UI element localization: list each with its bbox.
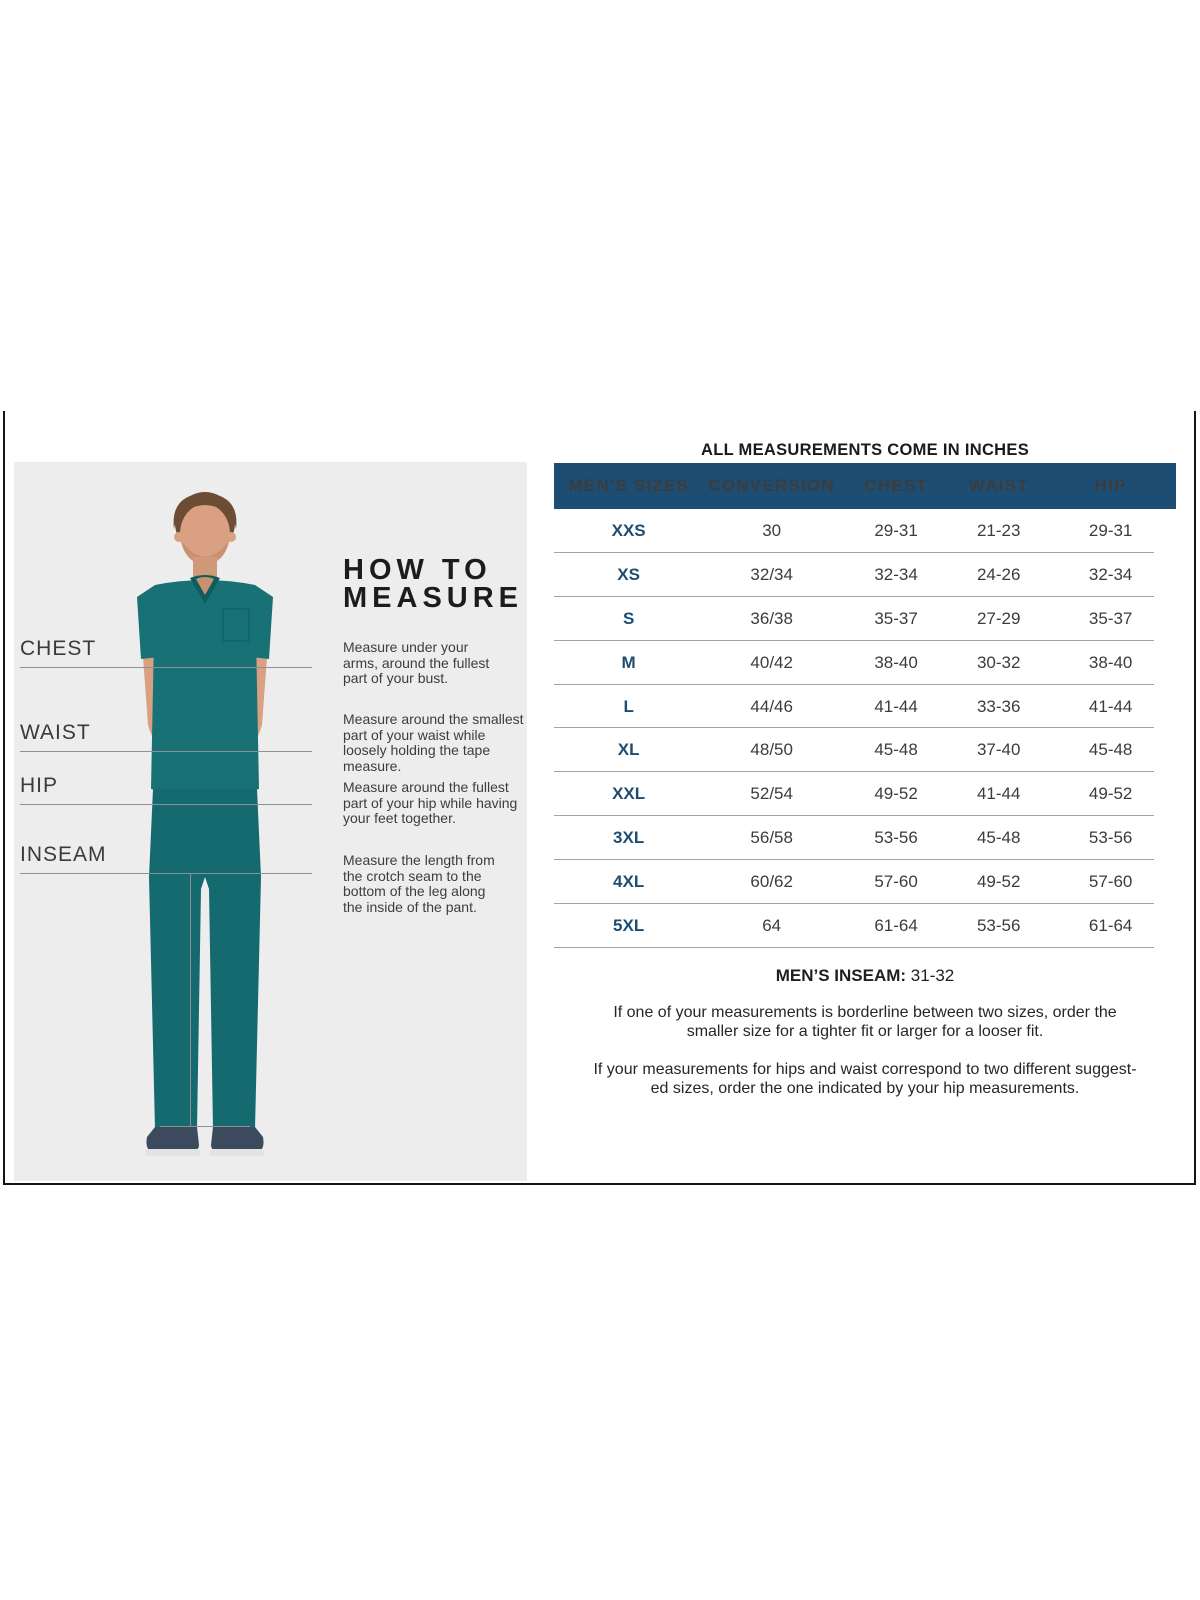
table-row-s: S 36/38 35-37 27-29 35-37: [554, 597, 1176, 641]
inseam-note-value: 31-32: [906, 966, 955, 985]
hip-label: HIP: [20, 774, 59, 797]
scrubs-model-illustration: [85, 487, 325, 1167]
heading-line-1: HOW TO: [343, 554, 492, 586]
inseam-label: INSEAM: [20, 843, 107, 866]
table-header-row: [554, 463, 1176, 509]
hip-description: Measure around the fullest part of your hip while having your feet together.: [343, 779, 518, 826]
chest-description: Measure under your arms, around the fullest part of your bust.: [343, 639, 490, 686]
table-row-5xl: 5XL 64 61-64 53-56 61-64: [554, 904, 1176, 948]
waist-description: Measure around the smallest part of your waist while loosely holding the tape measure.: [343, 711, 524, 774]
inseam-foot-line: [160, 1126, 250, 1127]
inseam-guide-line: [20, 873, 312, 874]
inseam-note-label: MEN’S INSEAM:: [775, 966, 907, 985]
table-row-xxs: XXS 30 29-31 21-23 29-31: [554, 509, 1176, 553]
inseam-note: [554, 966, 1176, 986]
column-header-chest: CHEST: [864, 476, 928, 495]
waist-label: WAIST: [20, 721, 91, 744]
table-row-xl: XL 48/50 45-48 37-40 45-48: [554, 728, 1176, 772]
table-row-l: L 44/46 41-44 33-36 41-44: [554, 685, 1176, 729]
sizing-note-borderline: If one of your measurements is borderline between two sizes, order the smaller size for a tighter fit or larger for a looser fit.: [613, 1004, 1117, 1040]
table-row-xs: XS 32/34 32-34 24-26 32-34: [554, 553, 1176, 597]
chest-guide-line: [20, 667, 312, 668]
table-row-xxl: XXL 52/54 49-52 41-44 49-52: [554, 772, 1176, 816]
inseam-description: Measure the length from the crotch seam to the bottom of the leg along the inside of the pant.: [343, 852, 495, 915]
waist-guide-line: [20, 751, 312, 752]
chest-label: CHEST: [20, 637, 97, 660]
heading-line-2: MEASURE: [343, 582, 524, 614]
column-header-conversion: CONVERSION: [708, 476, 835, 495]
table-row-m: M 40/42 38-40 30-32 38-40: [554, 641, 1176, 685]
sizing-note-hip-waist: If your measurements for hips and waist correspond to two different suggest- ed sizes, order the one indicated by your hip measurements.: [593, 1061, 1137, 1097]
table-row-3xl: 3XL 56/58 53-56 45-48 53-56: [554, 816, 1176, 860]
column-header-hip: HIP: [1094, 476, 1127, 495]
size-table-body: [554, 509, 1176, 948]
inseam-vertical-line: [190, 874, 191, 1126]
table-row-4xl: 4XL 60/62 57-60 49-52 57-60: [554, 860, 1176, 904]
hip-guide-line: [20, 804, 312, 805]
column-header-sizes: MEN’S SIZES: [568, 476, 690, 495]
column-header-waist: WAIST: [968, 476, 1029, 495]
how-to-measure-heading: [343, 556, 523, 612]
table-title: ALL MEASUREMENTS COME IN INCHES: [700, 441, 1029, 459]
